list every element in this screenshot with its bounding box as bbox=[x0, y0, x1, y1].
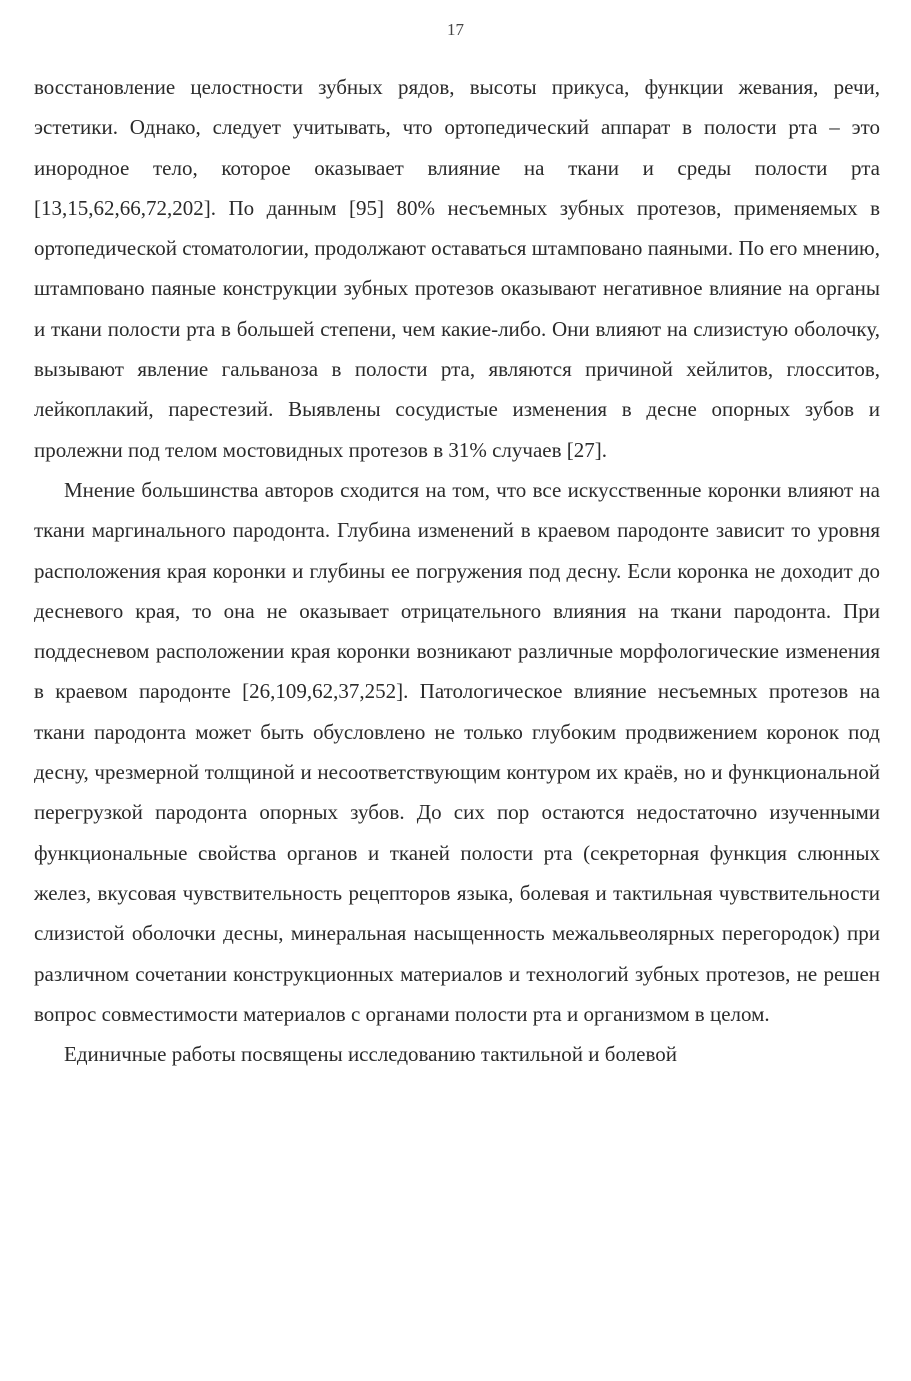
document-body bbox=[34, 67, 880, 1074]
paragraph-1: восстановление целостности зубных рядов, высоты прикуса, функции жевания, речи, эстетики. Однако, следует учитывать, что ортопедический аппарат в полости рта – это инородное тело, которое оказывает влияние на ткани и среды полости рта [13,15,62,66,72,202]. По данным [95] 80% несъемных зубных протезов, применяемых в ортопедической стоматологии, продолжают оставаться штамповано паяными. По его мнению, штамповано паяные конструкции зубных протезов оказывают негативное влияние на органы и ткани полости рта в большей степени, чем какие-либо. Они влияют на слизистую оболочку, вызывают явление гальваноза в полости рта, являются причиной хейлитов, глосситов, лейкоплакий, парестезий. Выявлены сосудистые изменения в десне опорных зубов и пролежни под телом мостовидных протезов в 31% случаев [27]. bbox=[34, 75, 880, 462]
paragraph-3: Единичные работы посвящены исследованию тактильной и болевой bbox=[64, 1042, 677, 1067]
paragraph-2: Мнение большинства авторов сходится на том, что все искусственные коронки влияют на ткани маргинального пародонта. Глубина изменений в краевом пародонте зависит то уровня расположения края коронки и глубины ее погружения под десну. Если коронка не доходит до десневого края, то она не оказывает отрицательного влияния на ткани пародонта. При поддесневом расположении края коронки возникают различные морфологические изменения в краевом пародонте [26,109,62,37,252]. Патологическое влияние несъемных протезов на ткани пародонта может быть обусловлено не только глубоким продвижением коронок под десну, чрезмерной толщиной и несоответствующим контуром их краёв, но и функциональной перегрузкой пародонта опорных зубов. До сих пор остаются недостаточно изученными функциональные свойства органов и тканей полости рта (секреторная функция слюнных желез, вкусовая чувствительность рецепторов языка, болевая и тактильная чувствительности слизистой оболочки десны, минеральная насыщенность межальвеолярных перегородок) при различном сочетании конструкционных материалов и технологий зубных протезов, не решен вопрос совместимости материалов с органами полости рта и организмом в целом. bbox=[34, 477, 880, 1026]
page-number: 17 bbox=[447, 20, 464, 39]
